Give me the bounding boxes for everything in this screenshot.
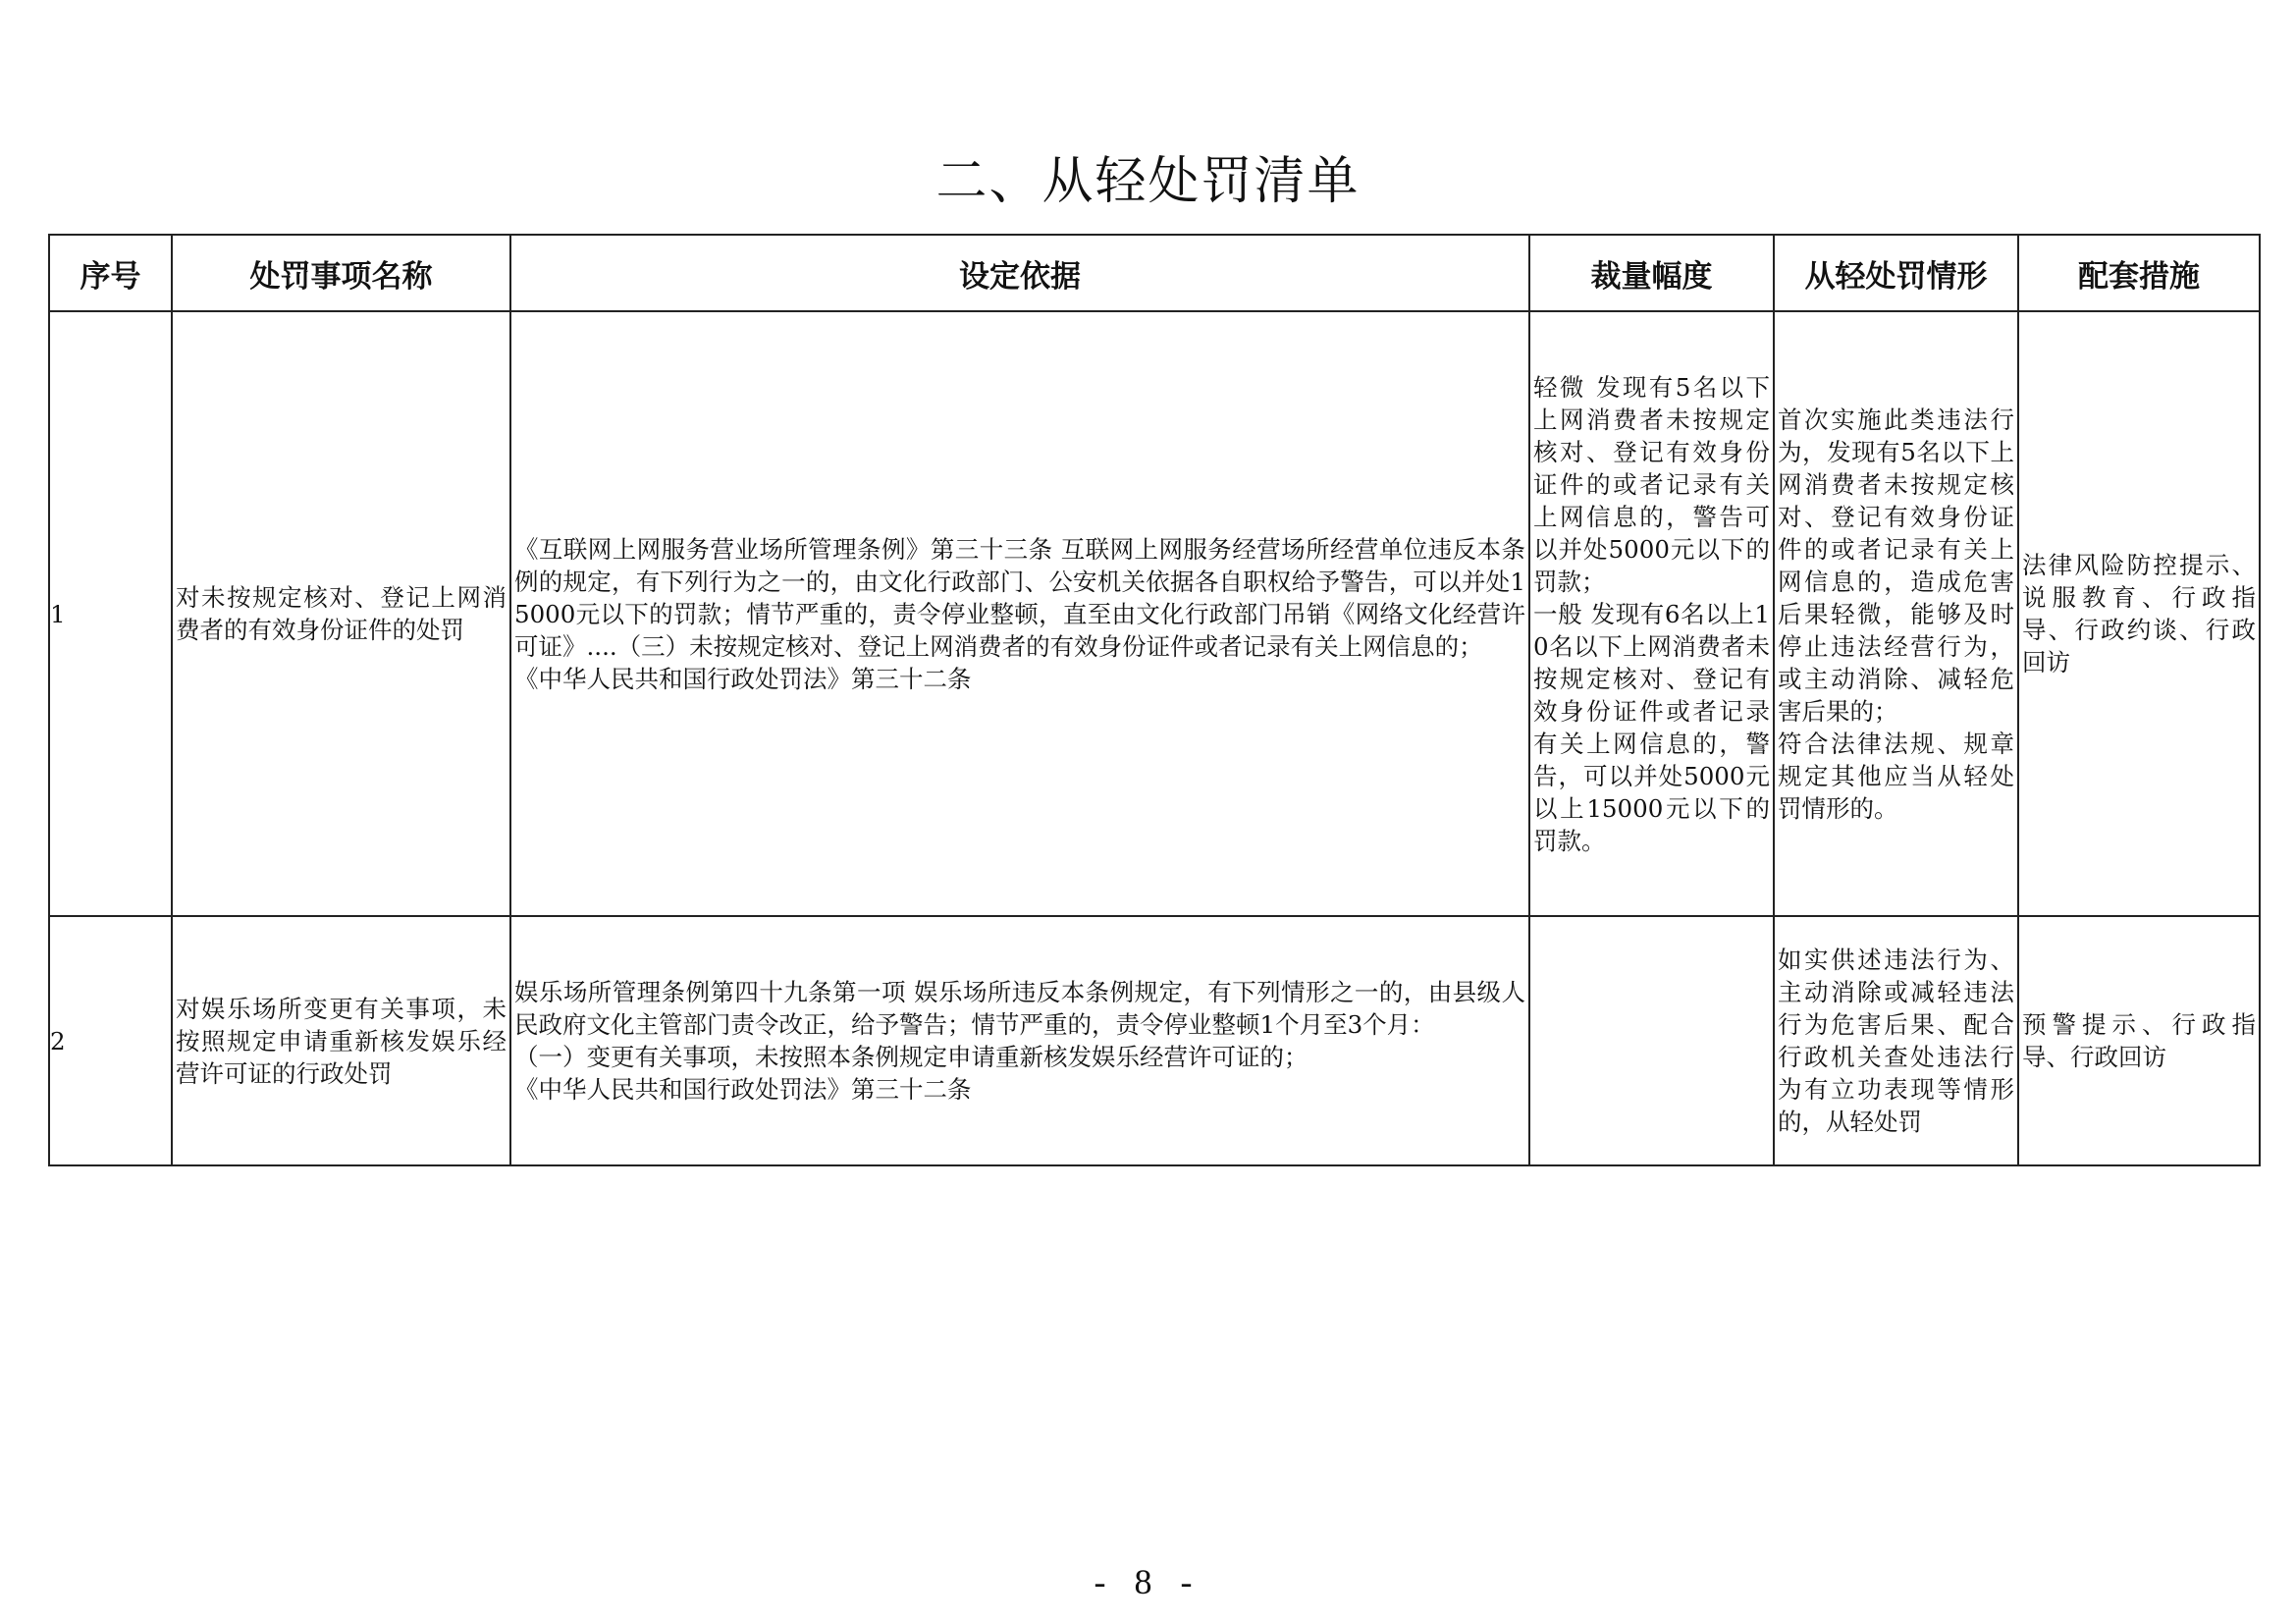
cell-lenient-circumstance: [1774, 916, 2018, 1165]
header-item-name: 处罚事项名称: [172, 235, 510, 311]
cell-item-name: [172, 916, 510, 1165]
range-text: [1530, 1039, 1773, 1043]
cell-range: [1529, 311, 1774, 916]
lenient-circumstance-text: 首次实施此类违法行为，发现有5名以下上网消费者未按规定核对、登记有效身份证件的或者记录有关上网信息的，造成危害后果轻微，能够及时停止违法经营行为，或主动消除、减轻危害后果的； 符合法律法规、规章规定其他应当从轻处罚情形的。: [1778, 405, 2014, 823]
table-header-row: [49, 235, 2260, 311]
item-name-text: 对未按规定核对、登记上网消费者的有效身份证件的处罚: [176, 583, 507, 644]
cell-lenient-circumstance: [1774, 311, 2018, 916]
measures-text: 预警提示、行政指导、行政回访: [2022, 1010, 2256, 1071]
header-basis: 设定依据: [510, 235, 1529, 311]
header-no: 序号: [49, 235, 172, 311]
lenient-circumstance-text: 如实供述违法行为、主动消除或减轻违法行为危害后果、配合行政机关查处违法行为有立功表现等情形的，从轻处罚: [1778, 946, 2014, 1136]
range-text: 轻微 发现有5名以下上网消费者未按规定核对、登记有效身份证件的或者记录有关上网信息的，警告可以并处5000元以下的罚款； 一般 发现有6名以上10名以下上网消费者未按规定核对、登记有效身份证件或者记录有关上网信息的，警告，可以并处5000元以上15000元以下的罚款。: [1533, 372, 1770, 855]
basis-text: 娱乐场所管理条例第四十九条第一项 娱乐场所违反本条例规定，有下列情形之一的，由县级人民政府文化主管部门责令改正，给予警告；情节严重的，责令停业整顿1个月至3个月： （一）变更有关事项，未按照本条例规定申请重新核发娱乐经营许可证的； 《中华人民共和国行政处罚法》第三十二条: [514, 978, 1525, 1104]
cell-item-name: [172, 311, 510, 916]
header-lenient-circumstance: 从轻处罚情形: [1774, 235, 2018, 311]
cell-range: [1529, 916, 1774, 1165]
page-number: - 8 -: [1094, 1562, 1202, 1601]
measures-text: 法律风险防控提示、说服教育、行政指导、行政约谈、行政回访: [2022, 551, 2256, 676]
item-name-text: 对娱乐场所变更有关事项，未按照规定申请重新核发娱乐经营许可证的行政处罚: [176, 994, 507, 1088]
header-range: 裁量幅度: [1529, 235, 1774, 311]
cell-measures: [2018, 916, 2260, 1165]
basis-text: 《互联网上网服务营业场所管理条例》第三十三条 互联网上网服务经营场所经营单位违反本条例的规定，有下列行为之一的，由文化行政部门、公安机关依据各自职权给予警告，可以并处15000元以下的罚款；情节严重的，责令停业整顿，直至由文化行政部门吊销《网络文化经营许可证》....（三）未按规定核对、登记上网消费者的有效身份证件或者记录有关上网信息的； 《中华人民共和国行政处罚法》第三十二条: [514, 534, 1525, 693]
cell-measures: [2018, 311, 2260, 916]
header-measures: 配套措施: [2018, 235, 2260, 311]
table-row: [49, 311, 2260, 916]
page-title: 二、从轻处罚清单: [935, 152, 1361, 211]
cell-no: 2: [49, 916, 172, 1165]
cell-basis: [510, 916, 1529, 1165]
table-row: [49, 916, 2260, 1165]
penalty-list-table: [48, 234, 2261, 1166]
cell-basis: [510, 311, 1529, 916]
cell-no: 1: [49, 311, 172, 916]
